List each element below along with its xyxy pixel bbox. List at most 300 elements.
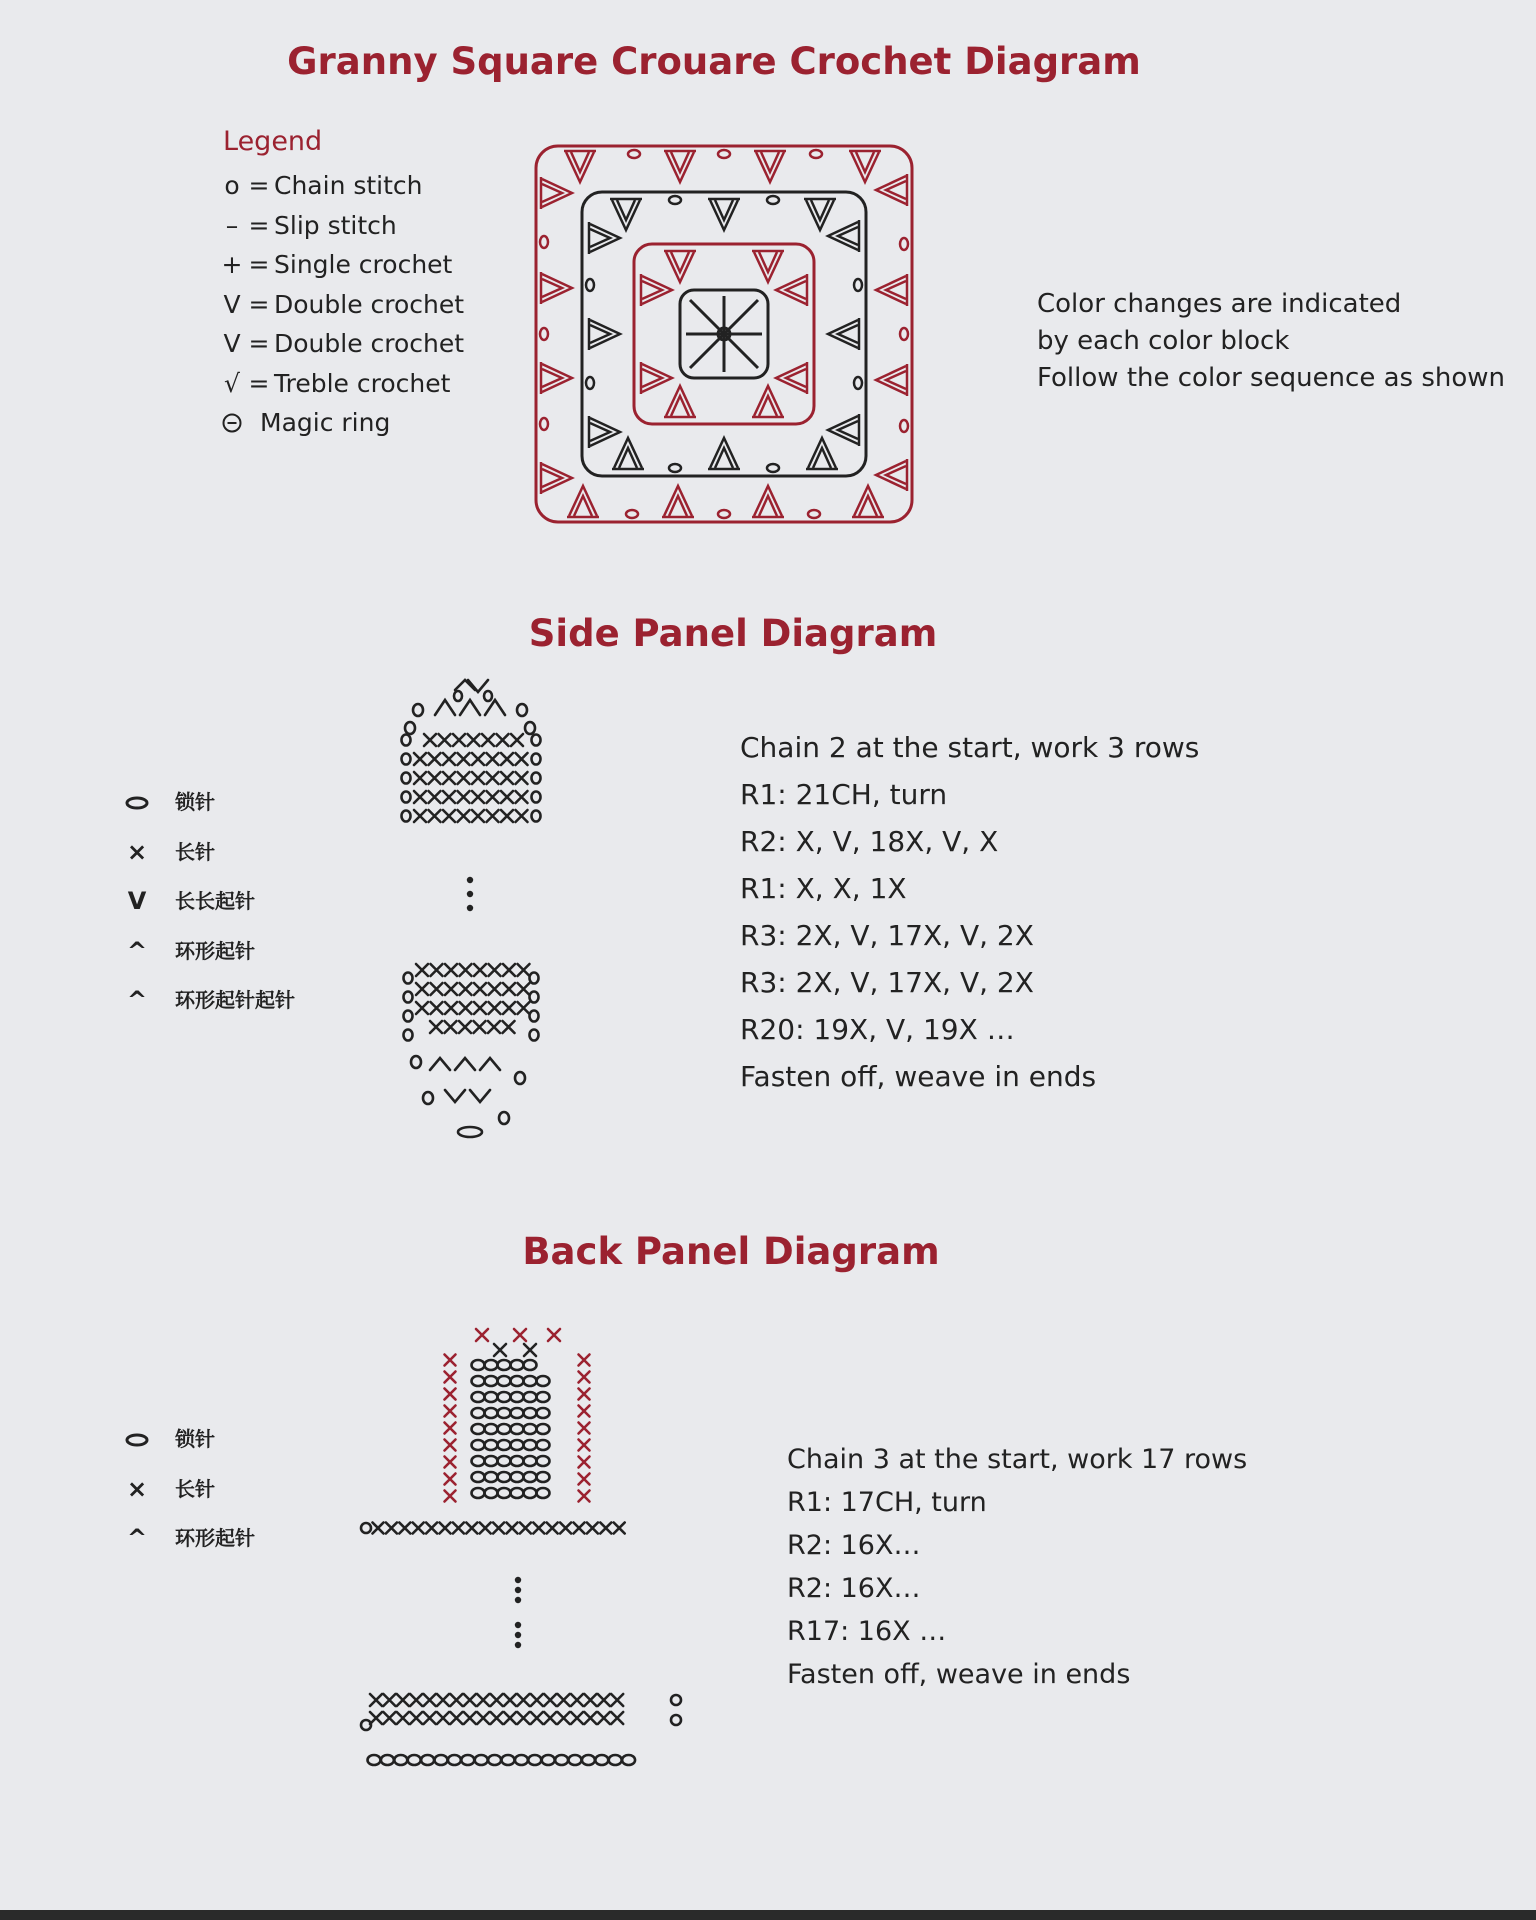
step-line: Fasten off, weave in ends: [740, 1060, 1097, 1093]
chain-stitch: [472, 1376, 485, 1386]
x-stitch: [370, 1694, 382, 1706]
side-panel-key: [115, 778, 295, 1026]
granny-square-diagram: [530, 140, 920, 530]
middle-bottom-stitches: [612, 438, 838, 472]
x-stitch: [558, 1712, 570, 1724]
chain-stitch: [498, 1408, 511, 1418]
x-stitch: [429, 753, 441, 765]
chain-stitch: [502, 1755, 515, 1765]
x-stitch: [503, 1002, 515, 1014]
x-stitch: [445, 1491, 456, 1502]
x-stitch: [431, 1002, 443, 1014]
back-panel-key: [115, 1415, 255, 1564]
x-stitch: [524, 1344, 536, 1356]
legend-item: V = Double crochet: [220, 285, 464, 325]
x-stitch: [579, 1491, 590, 1502]
chain-stitch: [537, 1440, 550, 1450]
chain-stitch: [402, 773, 411, 784]
x-stitch: [489, 964, 501, 976]
chain-stitch: [475, 1755, 488, 1765]
x-stitch: [445, 1474, 456, 1485]
legend-symbol: –: [225, 210, 239, 240]
main-title: Granny Square Crouare Crochet Diagram: [287, 40, 1141, 83]
chain-stitch: [537, 1456, 550, 1466]
x-stitch: [431, 964, 443, 976]
x-stitch: [460, 1002, 472, 1014]
chain-stitch: [524, 1424, 537, 1434]
x-stitch: [497, 734, 509, 746]
x-stitch: [579, 1457, 590, 1468]
x-stitch: [397, 1694, 409, 1706]
x-stitch: [445, 1002, 457, 1014]
x-stitch: [579, 1389, 590, 1400]
key-label: 锁针: [175, 1427, 215, 1451]
chain-stitch: [404, 973, 413, 984]
chain-stitch: [524, 1440, 537, 1450]
x-stitch: [476, 1329, 488, 1341]
x-stitch: [611, 1694, 623, 1706]
chain-stitch: [485, 1424, 498, 1434]
chain-stitch: [524, 1408, 537, 1418]
back-panel-steps: [787, 1438, 1247, 1696]
x-stitch: [370, 1712, 382, 1724]
x-stitch: [611, 1712, 623, 1724]
chain-stitch: [498, 1488, 511, 1498]
bottom-bar: [0, 1910, 1536, 1920]
x-stitch: [547, 1523, 558, 1534]
chain-stitch: [498, 1456, 511, 1466]
step-line: Chain 2 at the start, work 3 rows: [740, 731, 1200, 764]
legend-label: Double crochet: [274, 329, 465, 358]
x-stitch: [488, 1021, 500, 1033]
outer-right-stitches: [876, 174, 908, 491]
key-item: [115, 1415, 255, 1465]
x-stitch: [445, 1389, 456, 1400]
x-stitch: [383, 1694, 395, 1706]
x-stitch: [503, 964, 515, 976]
x-stitch: [520, 1523, 531, 1534]
x-stitch: [474, 1021, 486, 1033]
back-panel-chart: [350, 1320, 690, 1770]
x-stitch: [414, 753, 426, 765]
x-stitch: [518, 983, 530, 995]
chain-stitch: [671, 1715, 681, 1725]
x-stitch: [560, 1523, 571, 1534]
legend-symbol: V: [223, 329, 241, 358]
x-stitch: [584, 1694, 596, 1706]
legend-item: + = Single crochet: [220, 245, 464, 285]
x-stitch: [501, 772, 513, 784]
x-stitch: [614, 1523, 625, 1534]
x-stitch: [487, 810, 499, 822]
chain-stitch: [472, 1472, 485, 1482]
x-stitch: [482, 734, 494, 746]
chain-stitch: [537, 1424, 550, 1434]
x-stitch: [437, 1694, 449, 1706]
x-stitch: [472, 810, 484, 822]
x-stitch: [477, 1694, 489, 1706]
x-stitch: [443, 753, 455, 765]
x-stitch: [491, 1712, 503, 1724]
legend-item: [220, 403, 464, 443]
x-stitch: [450, 1694, 462, 1706]
x-stitch: [548, 1329, 560, 1341]
x-stitch: [424, 734, 436, 746]
x-stitch: [504, 1694, 516, 1706]
x-stitch: [458, 791, 470, 803]
chain-stitch: [532, 811, 541, 822]
caret-icon: ^: [126, 936, 148, 965]
x-stitch: [460, 964, 472, 976]
key-item: [115, 877, 295, 927]
legend-symbol: V: [223, 289, 241, 319]
center-magic-ring: [680, 290, 768, 378]
x-stitch: [458, 772, 470, 784]
key-item: [115, 1465, 255, 1515]
chain-stitch: [472, 1424, 485, 1434]
chain-stitch: [435, 1755, 448, 1765]
x-stitch: [544, 1694, 556, 1706]
x-stitch: [511, 734, 523, 746]
x-stitch: [579, 1372, 590, 1383]
x-stitch: [598, 1712, 610, 1724]
key-label: 环形起针: [175, 938, 255, 963]
legend-label: Chain stitch: [274, 171, 423, 200]
step-line: R20: 19X, V, 19X …: [740, 1013, 1015, 1046]
chain-stitch: [671, 1695, 681, 1705]
chain-oval-icon: [115, 1433, 159, 1447]
step-line: Fasten off, weave in ends: [787, 1659, 1131, 1690]
chain-stitch: [381, 1755, 394, 1765]
x-stitch: [516, 772, 528, 784]
middle-top-stitches: [610, 196, 836, 230]
x-stitch: [416, 1002, 428, 1014]
chain-stitch: [485, 1392, 498, 1402]
chain-stitch: [511, 1424, 524, 1434]
chain-stitch: [582, 1755, 595, 1765]
chain-stitch: [498, 1360, 511, 1370]
x-stitch: [399, 1523, 410, 1534]
x-stitch: [414, 810, 426, 822]
x-stitch: [487, 772, 499, 784]
x-stitch: [600, 1523, 611, 1534]
x-stitch: [429, 810, 441, 822]
x-stitch: [504, 1712, 516, 1724]
x-stitch: [533, 1523, 544, 1534]
legend-symbol: o: [224, 171, 240, 200]
x-stitch: [501, 753, 513, 765]
x-stitch: [518, 964, 530, 976]
x-stitch: [487, 791, 499, 803]
chain-stitch: [404, 1030, 413, 1041]
x-stitch: [464, 1712, 476, 1724]
x-stitch: [477, 1712, 489, 1724]
legend-title: Legend: [223, 126, 323, 157]
chain-stitch: [485, 1408, 498, 1418]
step-line: R2: X, V, 18X, V, X: [740, 825, 999, 858]
key-item: [115, 927, 295, 977]
x-stitch: [579, 1440, 590, 1451]
x-stitch: [373, 1523, 384, 1534]
chain-stitch: [524, 1392, 537, 1402]
middle-right-stitches: [828, 220, 862, 446]
outer-bottom-stitches: [567, 486, 884, 518]
x-stitch: [584, 1712, 596, 1724]
x-stitch: [514, 1329, 526, 1341]
chain-stitch: [537, 1408, 550, 1418]
x-stitch: [579, 1406, 590, 1417]
inner-left-stitches: [641, 274, 672, 394]
x-stitch: [516, 810, 528, 822]
side-panel-steps: [740, 724, 1199, 1100]
x-stitch: [430, 1021, 442, 1033]
x-stitch: [474, 983, 486, 995]
x-stitch: [460, 983, 472, 995]
chain-stitch: [402, 792, 411, 803]
step-line: R1: 17CH, turn: [787, 1487, 987, 1518]
x-stitch: [445, 1457, 456, 1468]
chain-stitch: [485, 1456, 498, 1466]
chain-stitch: [472, 1408, 485, 1418]
legend-label: Treble crochet: [274, 368, 451, 398]
x-stitch: [443, 772, 455, 784]
chain-stitch: [524, 1488, 537, 1498]
magic-ring-icon: [220, 412, 244, 434]
x-stitch: [517, 1694, 529, 1706]
x-stitch: [494, 1344, 506, 1356]
x-stitch: [517, 1712, 529, 1724]
chain-stitch: [402, 754, 411, 765]
x-stitch: [531, 1694, 543, 1706]
chain-stitch: [402, 735, 411, 746]
step-line: R2: 16X…: [787, 1573, 921, 1604]
x-stitch: [443, 791, 455, 803]
legend-label: Slip stitch: [274, 210, 397, 240]
chain-stitch: [511, 1392, 524, 1402]
chain-stitch: [530, 1011, 539, 1022]
step-line: R1: 21CH, turn: [740, 778, 948, 811]
x-stitch: [574, 1523, 585, 1534]
chain-stitch: [361, 1523, 371, 1533]
x-stitch: [503, 1021, 515, 1033]
legend-item: V = Double crochet: [220, 324, 464, 364]
chain-stitch: [532, 735, 541, 746]
x-stitch: [501, 810, 513, 822]
x-stitch: [445, 1355, 456, 1366]
color-note-line: Follow the color sequence as shown: [1037, 363, 1506, 393]
x-stitch: [458, 753, 470, 765]
key-label: 长针: [175, 839, 215, 864]
legend-item: – = Slip stitch: [220, 206, 464, 246]
chain-stitch: [537, 1392, 550, 1402]
x-stitch: [453, 734, 465, 746]
x-stitch: [429, 772, 441, 784]
chain-stitch: [498, 1424, 511, 1434]
chain-stitch: [485, 1488, 498, 1498]
chain-stitch: [472, 1360, 485, 1370]
chain-stitch: [511, 1472, 524, 1482]
chain-stitch: [530, 1030, 539, 1041]
chain-stitch: [485, 1440, 498, 1450]
x-stitch: [474, 1002, 486, 1014]
chain-stitch: [537, 1472, 550, 1482]
chain-stitch: [524, 1456, 537, 1466]
legend-label: Magic ring: [260, 408, 391, 437]
chain-stitch: [408, 1755, 421, 1765]
x-stitch: [459, 1021, 471, 1033]
chain-stitch: [448, 1755, 461, 1765]
chain-stitch: [515, 1755, 528, 1765]
x-stitch: [487, 753, 499, 765]
chain-stitch: [498, 1392, 511, 1402]
x-stitch: [445, 1440, 456, 1451]
x-stitch: [489, 1002, 501, 1014]
v-stitch-icon: V: [127, 887, 147, 915]
x-stitch: [445, 1423, 456, 1434]
x-stitch: [480, 1523, 491, 1534]
caret-icon: ^: [126, 986, 148, 1014]
x-stitch: [472, 791, 484, 803]
chain-stitch: [511, 1488, 524, 1498]
chain-stitch: [609, 1755, 622, 1765]
step-line: Chain 3 at the start, work 17 rows: [787, 1444, 1248, 1475]
x-stitch: [518, 1002, 530, 1014]
step-line: R3: 2X, V, 17X, V, 2X: [740, 919, 1034, 952]
x-stitch: [431, 983, 443, 995]
key-label: 长长起针: [175, 889, 255, 913]
x-stitch: [516, 753, 528, 765]
caret-icon: ^: [126, 1524, 148, 1552]
x-stitch: [443, 810, 455, 822]
x-stitch: [424, 1712, 436, 1724]
cross-icon: ×: [126, 837, 148, 866]
chain-stitch: [421, 1755, 434, 1765]
key-item: [115, 828, 295, 878]
x-stitch: [397, 1712, 409, 1724]
x-stitch: [544, 1712, 556, 1724]
x-stitch: [453, 1523, 464, 1534]
x-stitch: [571, 1694, 583, 1706]
legend-list: [220, 166, 464, 443]
color-note-line: Color changes are indicated: [1037, 289, 1402, 319]
key-item: [115, 778, 295, 828]
chain-stitch: [530, 992, 539, 1003]
color-note-line: by each color block: [1037, 326, 1290, 356]
chain-stitch: [530, 973, 539, 984]
chain-stitch: [498, 1472, 511, 1482]
x-stitch: [466, 1523, 477, 1534]
x-stitch: [468, 734, 480, 746]
inner-top-stitches: [664, 251, 784, 282]
chain-stitch: [511, 1360, 524, 1370]
chain-stitch: [622, 1755, 635, 1765]
chain-stitch: [537, 1376, 550, 1386]
chain-stitch: [555, 1755, 568, 1765]
key-label: 环形起针: [175, 1526, 255, 1550]
chain-stitch: [542, 1755, 555, 1765]
side-panel-chart: [380, 670, 560, 1150]
chain-stitch: [402, 811, 411, 822]
x-stitch: [598, 1694, 610, 1706]
x-stitch: [472, 753, 484, 765]
x-stitch: [437, 1712, 449, 1724]
x-stitch: [414, 791, 426, 803]
outer-left-stitches: [540, 177, 572, 494]
chain-stitch: [404, 1011, 413, 1022]
x-stitch: [445, 983, 457, 995]
legend-item: o = Chain stitch: [220, 166, 464, 206]
x-stitch: [493, 1523, 504, 1534]
x-stitch: [501, 791, 513, 803]
x-stitch: [571, 1712, 583, 1724]
inner-bottom-stitches: [664, 386, 784, 417]
x-stitch: [445, 1372, 456, 1383]
x-stitch: [410, 1694, 422, 1706]
chain-stitch: [485, 1376, 498, 1386]
legend-label: Double crochet: [274, 289, 465, 319]
x-stitch: [489, 983, 501, 995]
chain-stitch: [511, 1456, 524, 1466]
x-stitch: [440, 1523, 451, 1534]
outer-top-stitches: [564, 150, 881, 182]
side-panel-title: Side Panel Diagram: [528, 612, 938, 655]
chain-stitch: [528, 1755, 541, 1765]
cross-icon: ×: [126, 1474, 148, 1503]
x-stitch: [414, 772, 426, 784]
legend-label: Single crochet: [274, 250, 453, 279]
x-stitch: [531, 1712, 543, 1724]
legend-item: √ = Treble crochet: [220, 364, 464, 404]
chain-stitch: [368, 1755, 381, 1765]
x-stitch: [416, 964, 428, 976]
chain-stitch: [498, 1376, 511, 1386]
continuation-dots: [515, 1577, 521, 1648]
step-line: R1: X, X, 1X: [740, 872, 907, 905]
chain-stitch: [511, 1376, 524, 1386]
color-note: [1037, 286, 1505, 397]
chain-stitch: [394, 1755, 407, 1765]
x-stitch: [516, 791, 528, 803]
continuation-dots: [467, 877, 473, 911]
x-stitch: [491, 1694, 503, 1706]
chain-stitch: [569, 1755, 582, 1765]
chain-stitch: [472, 1488, 485, 1498]
chain-stitch: [537, 1488, 550, 1498]
x-stitch: [507, 1523, 518, 1534]
key-item: [115, 976, 295, 1026]
chain-stitch: [485, 1472, 498, 1482]
x-stitch: [445, 1406, 456, 1417]
x-stitch: [445, 964, 457, 976]
chain-stitch: [532, 792, 541, 803]
chain-stitch: [472, 1440, 485, 1450]
chain-stitch: [488, 1755, 501, 1765]
inner-right-stitches: [776, 274, 807, 394]
chain-stitch: [498, 1440, 511, 1450]
x-stitch: [503, 983, 515, 995]
x-stitch: [474, 964, 486, 976]
chain-stitch: [524, 1472, 537, 1482]
x-stitch: [413, 1523, 424, 1534]
x-stitch: [458, 810, 470, 822]
x-stitch: [450, 1712, 462, 1724]
middle-left-stitches: [586, 222, 620, 448]
chain-stitch: [511, 1408, 524, 1418]
legend-symbol: +: [221, 250, 243, 279]
key-label: 长针: [175, 1476, 215, 1501]
chain-stitch: [595, 1755, 608, 1765]
x-stitch: [426, 1523, 437, 1534]
